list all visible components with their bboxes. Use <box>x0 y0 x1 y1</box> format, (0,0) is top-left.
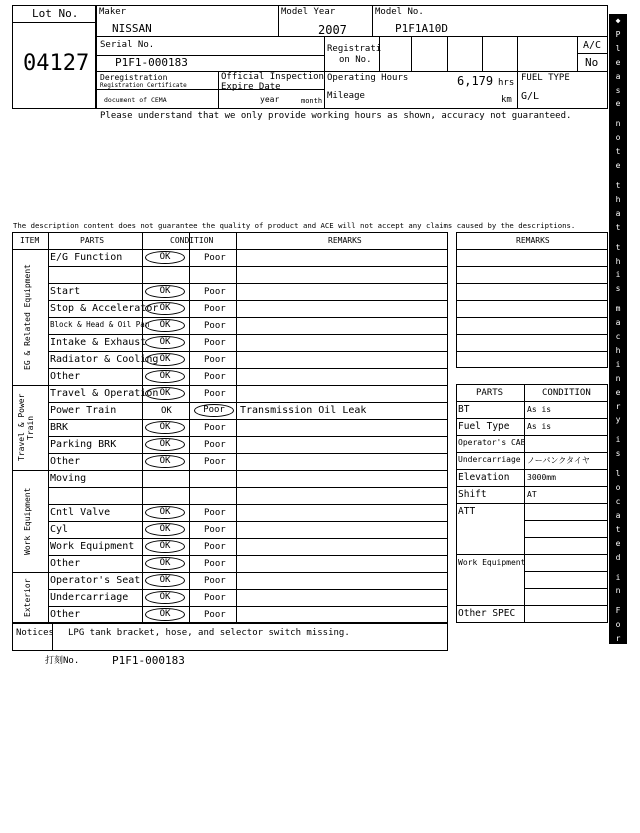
registration-label-2: on No. <box>339 55 372 65</box>
right-part-label: Shift <box>458 489 487 500</box>
model-no-value: P1F1A10D <box>395 22 448 35</box>
ok-mark: OK <box>145 455 185 468</box>
poor-mark: Poor <box>204 423 226 433</box>
right-part-label: ATT <box>458 506 476 517</box>
mileage-label: Mileage <box>327 91 365 101</box>
poor-mark: Poor <box>204 525 226 535</box>
part-label: Block & Head & Oil Pan <box>50 320 150 329</box>
ok-mark: OK <box>145 540 185 553</box>
remark-text: Transmission Oil Leak <box>240 405 367 416</box>
model-year-value: 2007 <box>318 23 347 37</box>
ok-mark: OK <box>145 336 185 349</box>
ac-value: No <box>585 56 599 69</box>
maker-value: NISSAN <box>112 22 152 35</box>
poor-mark: Poor <box>204 389 226 399</box>
disclaimer: The description content does not guarantee the quality of product and ACE will not accept any claims caused by the descriptions. <box>13 221 576 230</box>
notices-text: LPG tank bracket, hose, and selector switch missing. <box>68 628 350 638</box>
group-eg-related: EG & Related Equipment <box>23 264 32 370</box>
ok-mark: OK <box>145 523 185 536</box>
poor-mark: Poor <box>194 404 234 417</box>
poor-mark: Poor <box>204 508 226 518</box>
ok-mark: OK <box>145 387 185 400</box>
ok-mark: OK <box>145 506 185 519</box>
group-travel-power: Travel & Power Train <box>17 393 35 462</box>
km-label: km <box>501 95 512 105</box>
hrs-label: hrs <box>498 78 515 88</box>
poor-mark: Poor <box>204 542 226 552</box>
part-label: Cyl <box>50 524 69 535</box>
right-part-label: Undercarriage <box>458 455 521 464</box>
right-condition-header: CONDITION <box>542 388 591 398</box>
header-item: ITEM <box>20 236 40 245</box>
part-label: Moving <box>50 473 87 484</box>
operating-hours-label: Operating Hours <box>327 73 409 83</box>
ok-mark: OK <box>161 406 172 416</box>
ok-mark: OK <box>145 251 185 264</box>
part-label: Other <box>50 456 81 467</box>
ok-mark: OK <box>145 353 185 366</box>
ok-mark: OK <box>145 557 185 570</box>
ok-mark: OK <box>145 421 185 434</box>
header-remarks: REMARKS <box>328 236 362 245</box>
model-year-label: Model Year <box>281 7 336 17</box>
poor-mark: Poor <box>204 355 226 365</box>
right-part-value: AT <box>527 490 537 499</box>
reg-certificate-label: Registration Certificate <box>100 82 187 89</box>
part-label: Travel & Operation <box>50 388 159 399</box>
serial-value: P1F1-000183 <box>115 56 188 69</box>
deregistration-label: Deregistration <box>100 73 168 82</box>
lot-label: Lot No. <box>32 7 79 20</box>
part-label: Start <box>50 286 81 297</box>
poor-mark: Poor <box>204 610 226 620</box>
part-label: Other <box>50 609 81 620</box>
poor-mark: Poor <box>204 457 226 467</box>
lot-number: 04127 <box>23 51 90 76</box>
model-no-label: Model No. <box>375 7 424 17</box>
ac-label: A/C <box>583 40 602 51</box>
serial-label: Serial No. <box>100 40 155 50</box>
part-label: Radiator & Cooling <box>50 354 159 365</box>
poor-mark: Poor <box>204 559 226 569</box>
poor-mark: Poor <box>204 321 226 331</box>
part-label: Cntl Valve <box>50 507 111 518</box>
operating-hours-value: 6,179 <box>457 74 494 88</box>
poor-mark: Poor <box>204 338 226 348</box>
part-label: Other <box>50 371 81 382</box>
stamp-label: 打刻No. <box>45 656 80 666</box>
poor-mark: Poor <box>204 287 226 297</box>
group-work-equipment: Work Equipment <box>23 487 32 555</box>
right-part-label: Fuel Type <box>458 421 510 432</box>
poor-mark: Poor <box>204 440 226 450</box>
poor-mark: Poor <box>204 372 226 382</box>
location-note: ◆ P l e a s e n o t e t h a t t h i s m a c h i n e r y i s l o c a t e d i n F o r k l i f t P a r k i n g ◆ <box>615 16 621 830</box>
ok-mark: OK <box>145 285 185 298</box>
part-label: Parking BRK <box>50 439 117 450</box>
right-part-label: Operator's CAB <box>458 438 526 447</box>
poor-mark: Poor <box>204 304 226 314</box>
ok-mark: OK <box>145 370 185 383</box>
ok-mark: OK <box>145 608 185 621</box>
cema-label: document of CEMA <box>104 96 167 104</box>
notices-label: Notices <box>16 628 54 638</box>
header-parts: PARTS <box>80 236 105 245</box>
part-label: Undercarriage <box>50 592 129 603</box>
stamp-value: P1F1-000183 <box>112 654 185 667</box>
ok-mark: OK <box>145 591 185 604</box>
inspection-label-2: Expire Date <box>221 82 281 92</box>
ok-mark: OK <box>145 319 185 332</box>
part-label: Operator's Seat <box>50 575 141 586</box>
hours-notice: Please understand that we only provide working hours as shown, accuracy not guaranteed. <box>100 111 572 121</box>
ok-mark: OK <box>145 438 185 451</box>
right-part-value: As is <box>527 422 552 431</box>
right-parts-header: PARTS <box>476 388 504 398</box>
ok-mark: OK <box>145 302 185 315</box>
group-exterior: Exterior <box>23 578 32 617</box>
header-block <box>12 5 608 109</box>
poor-mark: Poor <box>204 593 226 603</box>
right-part-label: BT <box>458 404 470 415</box>
fuel-type-value: G/L <box>521 91 540 102</box>
poor-mark: Poor <box>204 576 226 586</box>
part-label: Other <box>50 558 81 569</box>
part-label: Power Train <box>50 405 117 416</box>
registration-label-1: Registrati <box>327 44 382 54</box>
part-label: BRK <box>50 422 69 433</box>
inspection-label-1: Official Inspection <box>221 72 324 82</box>
ok-mark: OK <box>145 574 185 587</box>
part-label: Work Equipment <box>50 541 135 552</box>
maker-label: Maker <box>99 7 127 17</box>
fuel-type-label: FUEL TYPE <box>521 73 570 83</box>
right-part-label: Elevation <box>458 472 510 483</box>
location-sidebar <box>609 14 627 830</box>
right-remarks-header: REMARKS <box>516 236 550 245</box>
part-label: E/G Function <box>50 252 123 263</box>
right-part-value: ノーパンクタイヤ <box>527 456 590 465</box>
right-part-label: Other SPEC <box>458 608 516 619</box>
right-part-label: Work Equipment <box>458 558 526 567</box>
part-label: Intake & Exhaust <box>50 337 147 348</box>
poor-mark: Poor <box>204 253 226 263</box>
right-part-value: 3000mm <box>527 473 556 482</box>
part-label: Stop & Accelerator <box>50 303 159 314</box>
header-condition: CONDITION <box>170 236 214 245</box>
month-label: month <box>301 97 323 105</box>
year-label: year <box>260 95 280 104</box>
right-part-value: As is <box>527 405 552 414</box>
